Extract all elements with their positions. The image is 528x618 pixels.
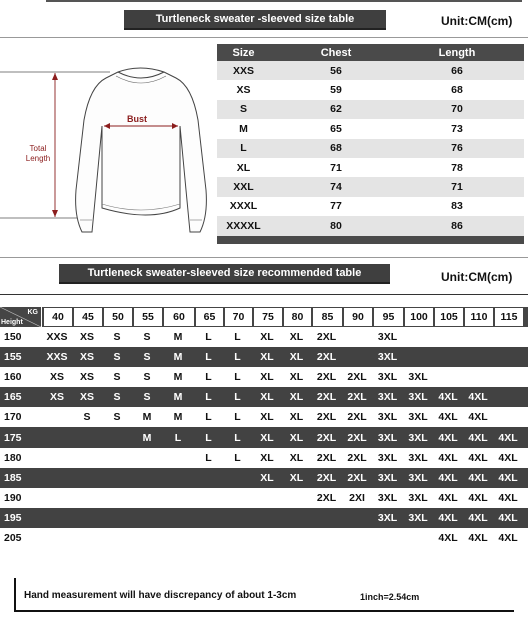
size-recommend-cell: XL (260, 471, 274, 484)
size-recommend-cell: 3XL (377, 491, 398, 504)
weight-header-cell: 110 (465, 308, 493, 326)
size-recommend-cell: XL (260, 411, 274, 424)
size-recommend-cell: 3XL (408, 431, 428, 444)
recommend-row (0, 508, 528, 528)
size-recommend-cell: XS (79, 331, 94, 344)
weight-header-cell: 80 (284, 308, 311, 326)
note-box (14, 578, 514, 612)
size-recommend-cell: 4XL (438, 471, 458, 484)
size-recommend-cell: XL (260, 351, 274, 364)
size-chart-row (217, 177, 524, 196)
size-recommend-cell: L (205, 411, 212, 424)
size-recommend-cell: 2XL (347, 431, 367, 444)
size-recommend-cell: 3XL (377, 511, 398, 524)
size-recommend-cell: L (234, 371, 241, 384)
size-recommend-cell: 4XL (468, 411, 488, 424)
size-recommend-cell: 4XL (468, 491, 488, 504)
size-recommend-cell: 2XL (316, 351, 337, 364)
header-size: Size (232, 46, 255, 59)
size-recommend-cell: 4XL (438, 531, 458, 544)
size-recommend-cell: XL (289, 451, 304, 464)
chest-cell: 65 (330, 122, 342, 135)
weight-header-cell: 70 (225, 308, 252, 326)
size-recommend-cell: L (174, 431, 182, 444)
weight-header-cell: 115 (495, 308, 523, 326)
size-recommend-cell: 4XL (438, 511, 458, 524)
size-recommend-cell: 2XL (347, 391, 367, 404)
size-recommend-cell: 4XL (468, 391, 488, 404)
size-cell: XXS (232, 64, 254, 77)
size-recommend-cell: S (113, 371, 121, 384)
size-recommend-cell: L (234, 391, 241, 404)
size-chart-header-row (217, 44, 524, 61)
measurement-note: Hand measurement will have discrepancy of about 1-3cm (24, 590, 297, 601)
chest-cell: 77 (330, 200, 342, 213)
size-recommend-cell: M (142, 411, 152, 424)
size-recommend-cell: 4XL (498, 471, 518, 484)
size-recommend-cell: 3XL (377, 391, 398, 404)
size-cell: L (240, 142, 247, 155)
height-cell: 155 (4, 351, 22, 364)
weight-header-cell: 105 (435, 308, 463, 326)
size-recommend-cell: 2XL (316, 431, 337, 444)
size-recommend-cell: L (205, 391, 212, 404)
size-recommend-cell: L (205, 371, 212, 384)
size-recommend-cell: 4XL (498, 431, 518, 444)
size-recommend-cell: 3XL (408, 451, 428, 464)
chest-cell: 56 (330, 64, 342, 77)
length-cell: 73 (451, 122, 463, 135)
size-recommend-cell: 4XL (498, 531, 518, 544)
weight-header-cell: 90 (344, 308, 372, 326)
weight-header-cell: 65 (196, 308, 223, 326)
recommend-title: Turtleneck sweater-sleeved size recommended table (59, 264, 390, 284)
size-recommend-cell: L (234, 331, 241, 344)
recommend-table (0, 307, 528, 548)
length-cell: 86 (451, 219, 463, 232)
size-recommend-cell: 3XL (377, 371, 398, 384)
divider (0, 294, 528, 295)
height-cell: 150 (4, 331, 22, 344)
size-recommend-cell: S (143, 391, 151, 404)
size-recommend-cell: 3XL (377, 351, 398, 364)
weight-header-cell: 50 (104, 308, 132, 326)
size-recommend-cell: 2XL (347, 411, 367, 424)
length-cell: 66 (451, 64, 463, 77)
recommend-row (0, 347, 528, 367)
size-recommend-cell: XS (79, 351, 94, 364)
size-recommend-cell: 2XL (347, 371, 367, 384)
size-chart-unit: Unit:CM(cm) (441, 14, 513, 28)
size-recommend-cell: XL (289, 411, 304, 424)
weight-header-cell: 100 (405, 308, 433, 326)
size-recommend-cell: XL (289, 391, 304, 404)
height-cell: 180 (4, 451, 22, 464)
recommend-row (0, 327, 528, 347)
weight-header-cell: 55 (134, 308, 162, 326)
size-recommend-cell: XS (49, 391, 64, 404)
height-cell: 190 (4, 491, 22, 504)
size-recommend-cell: 2XL (316, 451, 337, 464)
sweater-diagram (0, 40, 215, 240)
size-recommend-cell: 3XL (408, 471, 428, 484)
size-chart-row (217, 80, 524, 99)
size-cell: XXXXL (226, 219, 261, 232)
size-recommend-cell: XL (260, 391, 274, 404)
size-recommend-cell: 3XL (377, 471, 398, 484)
divider (0, 37, 528, 38)
size-recommend-cell: S (143, 371, 151, 384)
size-recommend-cell: 4XL (438, 391, 458, 404)
size-recommend-cell: XL (260, 431, 274, 444)
size-recommend-cell: 4XL (468, 471, 488, 484)
height-cell: 160 (4, 371, 22, 384)
chest-cell: 62 (330, 103, 342, 116)
size-recommend-cell: S (113, 411, 121, 424)
size-recommend-cell: M (173, 351, 183, 364)
size-recommend-cell: 2XL (347, 471, 367, 484)
header-chest: Chest (320, 46, 352, 59)
size-recommend-cell: XL (289, 431, 304, 444)
size-recommend-cell: 4XL (498, 511, 518, 524)
size-recommend-cell: 4XL (468, 431, 488, 444)
height-cell: 185 (4, 471, 22, 484)
size-recommend-cell: 2XL (316, 391, 337, 404)
weight-header-cell: 40 (44, 308, 72, 326)
height-cell: 175 (4, 431, 22, 444)
size-cell: S (239, 103, 247, 116)
size-chart-row (217, 158, 524, 177)
size-recommend-cell: 2XL (316, 491, 337, 504)
header-length: Length (438, 46, 476, 59)
corner-cell (0, 307, 42, 327)
size-recommend-cell: 3XL (408, 371, 428, 384)
size-recommend-cell: 2XL (316, 411, 337, 424)
size-recommend-cell: S (83, 411, 91, 424)
height-cell: 170 (4, 411, 22, 424)
chest-cell: 68 (330, 142, 342, 155)
size-recommend-cell: XL (289, 331, 304, 344)
size-recommend-cell: M (142, 431, 152, 444)
size-chart-table (217, 44, 524, 244)
top-frame-line (46, 0, 522, 2)
size-recommend-cell: 4XL (438, 431, 458, 444)
length-cell: 83 (451, 200, 463, 213)
size-chart-title: Turtleneck sweater -sleeved size table (124, 10, 386, 30)
length-cell: 70 (451, 103, 463, 116)
size-recommend-cell: 3XL (408, 491, 428, 504)
size-chart-row (217, 61, 524, 80)
size-recommend-cell: XL (289, 371, 304, 384)
inch-conversion: 1inch=2.54cm (360, 592, 420, 602)
size-recommend-cell: XS (79, 391, 94, 404)
size-chart-row (217, 197, 524, 216)
size-recommend-cell: 3XL (377, 431, 398, 444)
size-recommend-cell: 3XL (377, 451, 398, 464)
size-chart-row (217, 119, 524, 138)
size-recommend-cell: L (234, 351, 241, 364)
size-recommend-cell: S (113, 391, 121, 404)
size-recommend-cell: L (205, 331, 212, 344)
size-recommend-cell: XL (289, 351, 304, 364)
size-recommend-cell: 4XL (468, 531, 488, 544)
size-recommend-cell: 4XL (498, 451, 518, 464)
bust-label: Bust (127, 114, 147, 124)
size-recommend-cell: XL (260, 331, 274, 344)
recommend-row (0, 448, 528, 468)
size-recommend-cell: 4XL (438, 411, 458, 424)
size-recommend-cell: 2XI (349, 491, 365, 504)
size-recommend-cell: S (113, 331, 121, 344)
size-recommend-cell: S (113, 351, 121, 364)
length-cell: 68 (451, 84, 463, 97)
chest-cell: 71 (330, 161, 342, 174)
size-recommend-cell: M (173, 391, 183, 404)
size-recommend-cell: XXS (46, 331, 68, 344)
weight-header-cell: 75 (254, 308, 282, 326)
weight-header-cell: 60 (164, 308, 194, 326)
size-recommend-cell: XL (289, 471, 304, 484)
size-recommend-cell: XL (260, 371, 274, 384)
size-recommend-cell: 3XL (408, 411, 428, 424)
size-recommend-cell: 4XL (468, 451, 488, 464)
divider (0, 257, 528, 258)
size-recommend-cell: L (234, 411, 241, 424)
size-recommend-cell: 4XL (438, 491, 458, 504)
size-cell: XXL (233, 181, 254, 194)
size-chart-row (217, 100, 524, 119)
size-recommend-cell: 2XL (347, 451, 367, 464)
size-recommend-cell: XL (260, 451, 274, 464)
size-chart-row (217, 216, 524, 235)
size-cell: XXXL (229, 200, 258, 213)
recommend-row (0, 427, 528, 447)
size-chart-footer-bar (217, 236, 524, 244)
size-recommend-cell: M (173, 371, 183, 384)
size-recommend-cell: L (205, 431, 212, 444)
recommend-row (0, 468, 528, 488)
size-recommend-cell: L (234, 431, 241, 444)
size-recommend-cell: 2XL (316, 471, 337, 484)
note-bottom-bar (14, 610, 514, 612)
length-cell: 71 (451, 181, 463, 194)
size-cell: XL (236, 161, 251, 174)
recommend-row (0, 367, 528, 387)
recommend-row (0, 488, 528, 508)
size-cell: XS (236, 84, 251, 97)
size-cell: M (239, 122, 248, 135)
size-recommend-cell: 4XL (468, 511, 488, 524)
chest-cell: 74 (330, 181, 342, 194)
length-cell: 78 (451, 161, 463, 174)
size-recommend-cell: XXS (46, 351, 68, 364)
recommend-header-row (0, 307, 528, 327)
size-recommend-cell: M (173, 411, 183, 424)
recommend-row (0, 407, 528, 427)
recommend-row (0, 387, 528, 407)
size-recommend-cell: 2XL (316, 371, 337, 384)
size-recommend-cell: 2XL (316, 331, 337, 344)
chest-cell: 80 (330, 219, 342, 232)
size-recommend-cell: XS (49, 371, 64, 384)
chest-cell: 59 (330, 84, 342, 97)
size-recommend-cell: 3XL (377, 411, 398, 424)
size-recommend-cell: 4XL (438, 451, 458, 464)
size-recommend-cell: 4XL (498, 491, 518, 504)
size-recommend-cell: M (173, 331, 183, 344)
size-recommend-cell: 3XL (377, 331, 398, 344)
height-cell: 165 (4, 391, 22, 404)
height-cell: 205 (4, 531, 22, 544)
kg-label: KG (27, 309, 38, 316)
weight-header-cell: 95 (374, 308, 403, 326)
size-recommend-cell: 3XL (408, 511, 428, 524)
size-recommend-cell: 3XL (408, 391, 428, 404)
sweater-outline-icon (0, 40, 215, 240)
size-recommend-cell: L (205, 451, 212, 464)
weight-header-cell: 45 (74, 308, 102, 326)
height-cell: 195 (4, 511, 22, 524)
size-recommend-cell: S (143, 351, 151, 364)
total-length-label: Total Length (25, 144, 51, 163)
size-recommend-cell: L (205, 351, 212, 364)
size-recommend-cell: S (143, 331, 151, 344)
recommend-row (0, 528, 528, 548)
size-recommend-cell: L (234, 451, 241, 464)
height-label: Height (1, 319, 23, 326)
size-chart-row (217, 139, 524, 158)
weight-header-cell: 85 (313, 308, 342, 326)
size-recommend-cell: XS (79, 371, 94, 384)
recommend-unit: Unit:CM(cm) (441, 270, 513, 284)
note-left-bar (14, 578, 16, 612)
length-cell: 76 (451, 142, 463, 155)
